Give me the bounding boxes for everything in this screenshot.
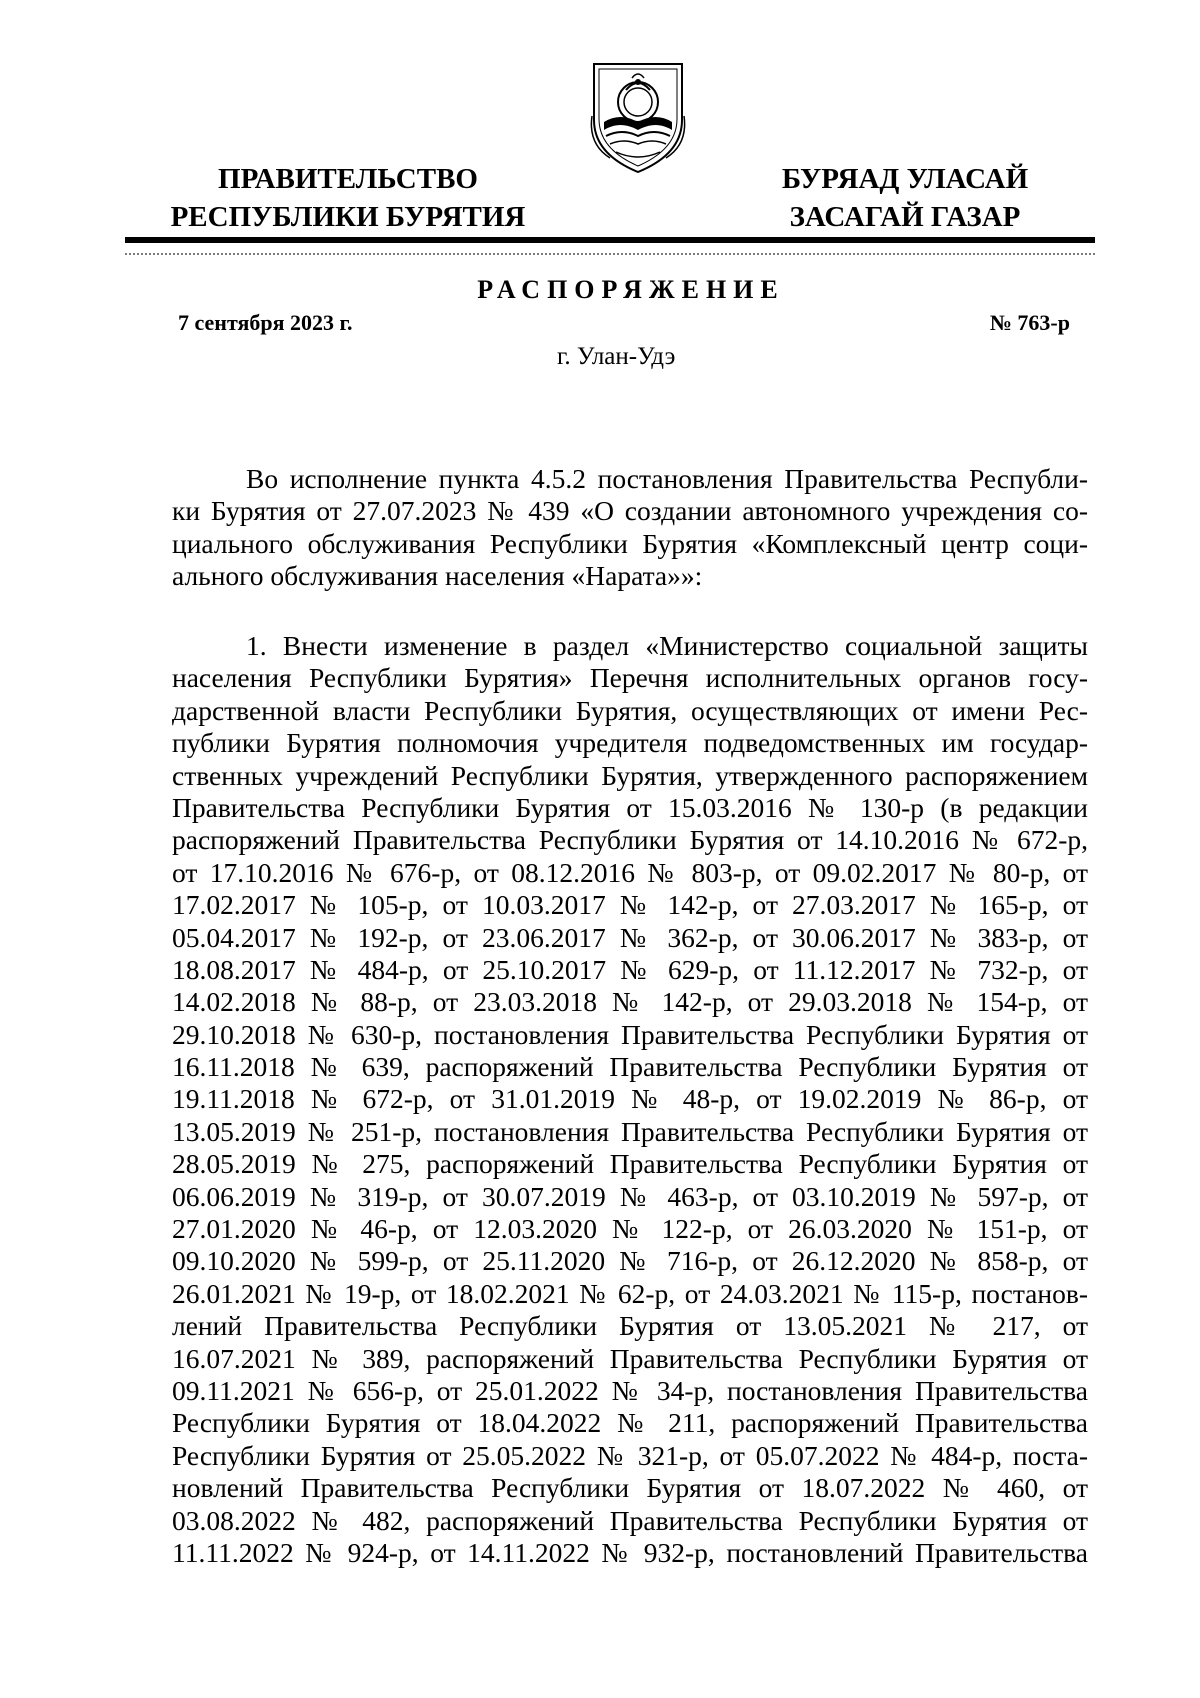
document-city: г. Улан-Удэ: [557, 343, 676, 370]
text-line: ственных учреждений Республики Бурятия, утвержденного распоряжением: [172, 759, 1088, 791]
text-line: Республики Бурятия от 18.04.2022 № 211, распоряжений Правительства: [172, 1407, 1088, 1439]
text-line: Республики Бурятия от 25.05.2022 № 321-р, от 05.07.2022 № 484-р, поста-: [172, 1439, 1088, 1471]
text-line: 14.02.2018 № 88-р, от 23.03.2018 № 142-р, от 29.03.2018 № 154-р, от: [172, 986, 1088, 1018]
org-name-buryat-line-1: БУРЯАД УЛАСАЙ: [781, 163, 1029, 195]
text-line: 13.05.2019 № 251-р, постановления Правительства Республики Бурятия от: [172, 1115, 1088, 1147]
header-divider-thick: [125, 237, 1095, 243]
text-line: 03.08.2022 № 482, распоряжений Правительства Республики Бурятия от: [172, 1504, 1088, 1536]
text-line: от 17.10.2016 № 676-р, от 08.12.2016 № 803-р, от 09.02.2017 № 80-р, от: [172, 856, 1088, 888]
text-line: Во исполнение пункта 4.5.2 постановления Правительства Республи-: [246, 463, 1088, 494]
text-line: 11.11.2022 № 924-р, от 14.11.2022 № 932-р, постановлений Правительства: [172, 1536, 1088, 1568]
text-line: циального обслуживания Республики Бурятия «Комплексный центр соци-: [172, 527, 1088, 559]
document-number: № 763-р: [989, 310, 1070, 335]
text-line: 17.02.2017 № 105-р, от 10.03.2017 № 142-р, от 27.03.2017 № 165-р, от: [172, 889, 1088, 921]
intro-paragraph: [172, 463, 1088, 593]
text-line: 29.10.2018 № 630-р, постановления Правительства Республики Бурятия от: [172, 1018, 1088, 1050]
text-line: Правительства Республики Бурятия от 15.03.2016 № 130-р (в редакции: [172, 791, 1088, 823]
text-line: публики Бурятия полномочия учредителя подведомственных им государ-: [172, 727, 1088, 759]
text-line: 05.04.2017 № 192-р, от 23.06.2017 № 362-р, от 30.06.2017 № 383-р, от: [172, 921, 1088, 953]
text-line: 09.11.2021 № 656-р, от 25.01.2022 № 34-р, постановления Правительства: [172, 1374, 1088, 1406]
org-name-buryat-line-2: ЗАСАГАЙ ГАЗАР: [789, 201, 1021, 233]
text-line: 16.11.2018 № 639, распоряжений Правительства Республики Бурятия от: [172, 1051, 1088, 1083]
document-date: 7 сентября 2023 г.: [178, 310, 353, 335]
coat-of-arms-emblem: [590, 58, 686, 176]
text-line: 18.08.2017 № 484-р, от 25.10.2017 № 629-р, от 11.12.2017 № 732-р, от: [172, 953, 1088, 985]
item-1-paragraph: [172, 630, 1088, 1569]
text-line: 1. Внести изменение в раздел «Министерство социальной защиты: [246, 630, 1088, 661]
org-name-buryat: [765, 160, 1045, 236]
document-type-title: РАСПОРЯЖЕНИЕ: [477, 275, 785, 304]
text-line: 28.05.2019 № 275, распоряжений Правительства Республики Бурятия от: [172, 1148, 1088, 1180]
org-name-russian: [163, 160, 533, 236]
text-line: 19.11.2018 № 672-р, от 31.01.2019 № 48-р, от 19.02.2019 № 86-р, от: [172, 1083, 1088, 1115]
text-line: дарственной власти Республики Бурятия, осуществляющих от имени Рес-: [172, 694, 1088, 726]
org-name-russian-line-1: ПРАВИТЕЛЬСТВО: [218, 163, 478, 195]
text-line: 09.10.2020 № 599-р, от 25.11.2020 № 716-р, от 26.12.2020 № 858-р, от: [172, 1245, 1088, 1277]
text-line: 06.06.2019 № 319-р, от 30.07.2019 № 463-р, от 03.10.2019 № 597-р, от: [172, 1180, 1088, 1212]
text-line: ального обслуживания населения «Нарата»»:: [172, 560, 703, 592]
text-line: ки Бурятия от 27.07.2023 № 439 «О создании автономного учреждения со-: [172, 495, 1088, 527]
text-line: новлений Правительства Республики Бурятия от 18.07.2022 № 460, от: [172, 1472, 1088, 1504]
text-line: распоряжений Правительства Республики Бурятия от 14.10.2016 № 672-р,: [172, 824, 1088, 856]
text-line: 27.01.2020 № 46-р, от 12.03.2020 № 122-р, от 26.03.2020 № 151-р, от: [172, 1213, 1088, 1245]
header-divider-thin: [125, 253, 1095, 255]
org-name-russian-line-2: РЕСПУБЛИКИ БУРЯТИЯ: [170, 201, 526, 233]
text-line: 26.01.2021 № 19-р, от 18.02.2021 № 62-р, от 24.03.2021 № 115-р, постанов-: [172, 1277, 1088, 1309]
text-line: 16.07.2021 № 389, распоряжений Правительства Республики Бурятия от: [172, 1342, 1088, 1374]
text-line: лений Правительства Республики Бурятия от 13.05.2021 № 217, от: [172, 1310, 1088, 1342]
text-line: населения Республики Бурятия» Перечня исполнительных органов госу-: [172, 662, 1088, 694]
